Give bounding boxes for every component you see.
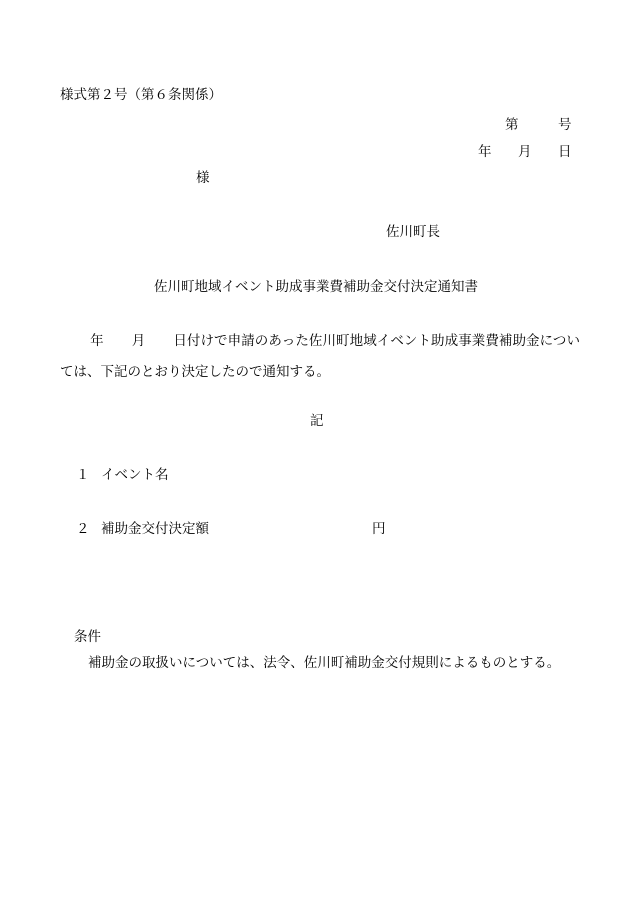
- date-year-label: 年: [478, 144, 492, 160]
- item-number: １: [76, 467, 90, 483]
- body-paragraph: [60, 326, 580, 388]
- item-label-event-name: イベント名: [101, 467, 169, 483]
- grant-amount-unit: 円: [372, 521, 386, 537]
- conditions-text: 補助金の取扱いについては、法令、佐川町補助金交付規則によるものとする。: [88, 655, 561, 671]
- body-year-label: 年: [90, 333, 104, 349]
- body-text: 日付けで申請のあった佐川町地域イベント助成事業費補助金については、下記のとおり決定したので通知する。: [60, 333, 580, 380]
- sender-name: 佐川町長: [386, 224, 440, 240]
- body-month-label: 月: [131, 333, 146, 349]
- date-month-label: 月: [518, 144, 532, 160]
- document-number-prefix: 第: [505, 117, 519, 133]
- ki-label: 記: [310, 413, 324, 429]
- item-label-grant-amount: 補助金交付決定額: [101, 521, 209, 537]
- conditions-heading: 条件: [74, 629, 101, 645]
- addressee-honorific: 様: [196, 170, 210, 186]
- document-title: 佐川町地域イベント助成事業費補助金交付決定通知書: [154, 279, 478, 295]
- document-number-suffix: 号: [558, 117, 572, 133]
- item-number: ２: [76, 521, 90, 537]
- form-label: 様式第２号（第６条関係）: [60, 87, 222, 103]
- date-day-label: 日: [558, 144, 572, 160]
